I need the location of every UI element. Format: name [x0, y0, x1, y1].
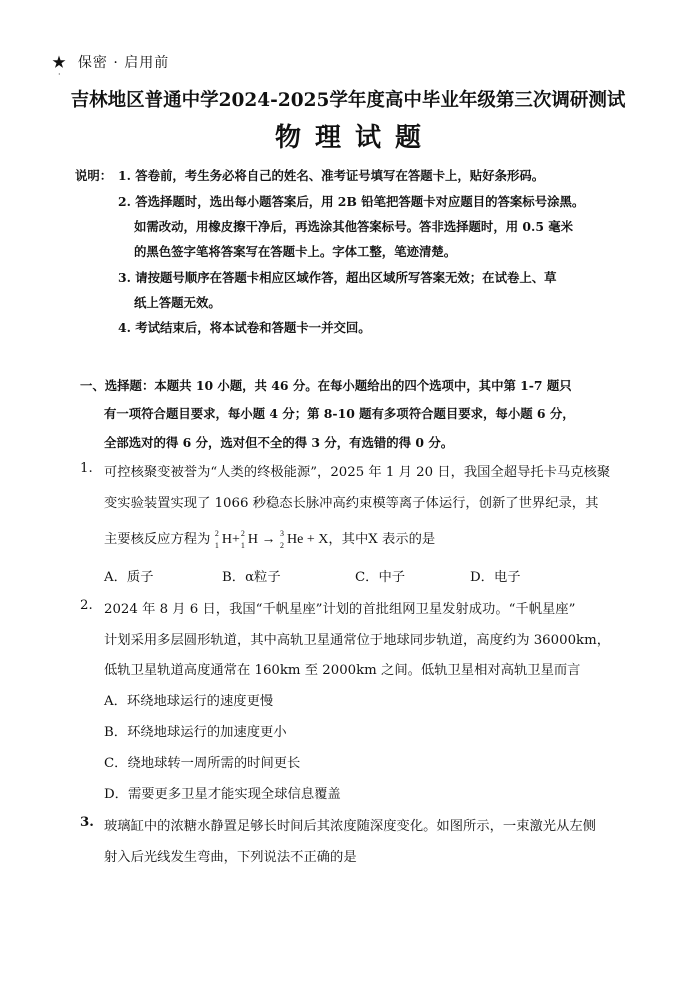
instruction-line: 2. 答选择题时，选出每小题答案后，用 2B 铅笔把答题卡对应题目的答案标号涂黑。 — [118, 194, 585, 209]
exam-title: 吉林地区普通中学2024-2025学年度高中毕业年级第三次调研测试 — [70, 90, 626, 111]
question-text: 低轨卫星轨道高度通常在 160km 至 2000km 之间。低轨卫星相对高轨卫星而言 — [104, 663, 581, 678]
confidential-label: 保密 · 启用前 — [77, 55, 170, 71]
option: D．需要更多卫星才能实现全球信息覆盖 — [104, 787, 341, 802]
instruction-line: 4. 考试结束后，将本试卷和答题卡一并交回。 — [118, 320, 371, 335]
option: A．环绕地球运行的速度更慢 — [104, 694, 274, 709]
question-text: 可控核聚变被誉为“人类的终极能源”，2025 年 1 月 20 日，我国全超导托卡马克核聚 — [104, 465, 611, 480]
question-text: 玻璃缸中的浓糖水静置足够长时间后其浓度随深度变化。如图所示，一束激光从左侧 — [104, 819, 596, 834]
question-number: 2. — [80, 598, 93, 613]
star-icon: ★ — [52, 55, 67, 71]
question-text: 2024 年 8 月 6 日，我国“千帆星座”计划的首批组网卫星发射成功。“千帆星座” — [104, 602, 576, 617]
section-heading-line: 有一项符合题目要求，每小题 4 分；第 8-10 题有多项符合题目要求，每小题 6 分， — [104, 406, 575, 421]
subject-title: 物理试题 — [274, 123, 435, 153]
question-text: 射入后光线发生弯曲，下列说法不正确的是 — [104, 850, 357, 865]
equation-suffix: ，其中X 表示的是 — [328, 532, 436, 547]
confidential-banner — [52, 52, 169, 72]
instruction-line: 3. 请按题号顺序在答题卡相应区域作答，超出区域所写答案无效；在试卷上、草 — [118, 270, 557, 285]
instruction-line: 的黑色签字笔将答案写在答题卡上。字体工整，笔迹清楚。 — [134, 244, 457, 259]
option: C．中子 — [355, 570, 406, 585]
nuclear-equation: 2 1 H+ 2 1 H → 3 2 He + X — [214, 528, 329, 550]
instruction-line: 如需改动，用橡皮擦干净后，再选涂其他答案标号。答非选择题时，用 0.5 毫米 — [134, 219, 574, 234]
section-heading: 一、选择题：本题共 10 小题，共 46 分。在每小题给出的四个选项中，其中第 1-7 题只 — [80, 378, 572, 393]
instruction-line: 1. 答卷前，考生务必将自己的姓名、准考证号填写在答题卡上，贴好条形码。 — [118, 168, 545, 183]
option: A．质子 — [104, 570, 154, 585]
option: C．绕地球转一周所需的时间更长 — [104, 756, 301, 771]
equation-prefix: 主要核反应方程为 — [104, 532, 211, 547]
small-dot: · — [58, 70, 61, 79]
section-heading-line: 全部选对的得 6 分，选对但不全的得 3 分，有选错的得 0 分。 — [104, 435, 454, 450]
option: D．电子 — [470, 570, 521, 585]
option: B．环绕地球运行的加速度更小 — [104, 725, 287, 740]
option: B．α粒子 — [222, 570, 281, 585]
instructions-label: 说明： — [75, 168, 113, 183]
question-text-equation-line — [104, 528, 435, 548]
question-number: 3. — [80, 815, 94, 830]
question-text: 计划采用多层圆形轨道，其中高轨卫星通常位于地球同步轨道，高度约为 36000km， — [104, 633, 610, 648]
question-text: 变实验装置实现了 1066 秒稳态长脉冲高约束模等离子体运行，创新了世界纪录，其 — [104, 496, 599, 511]
instruction-line: 纸上答题无效。 — [134, 295, 221, 310]
question-number: 1. — [80, 461, 93, 476]
